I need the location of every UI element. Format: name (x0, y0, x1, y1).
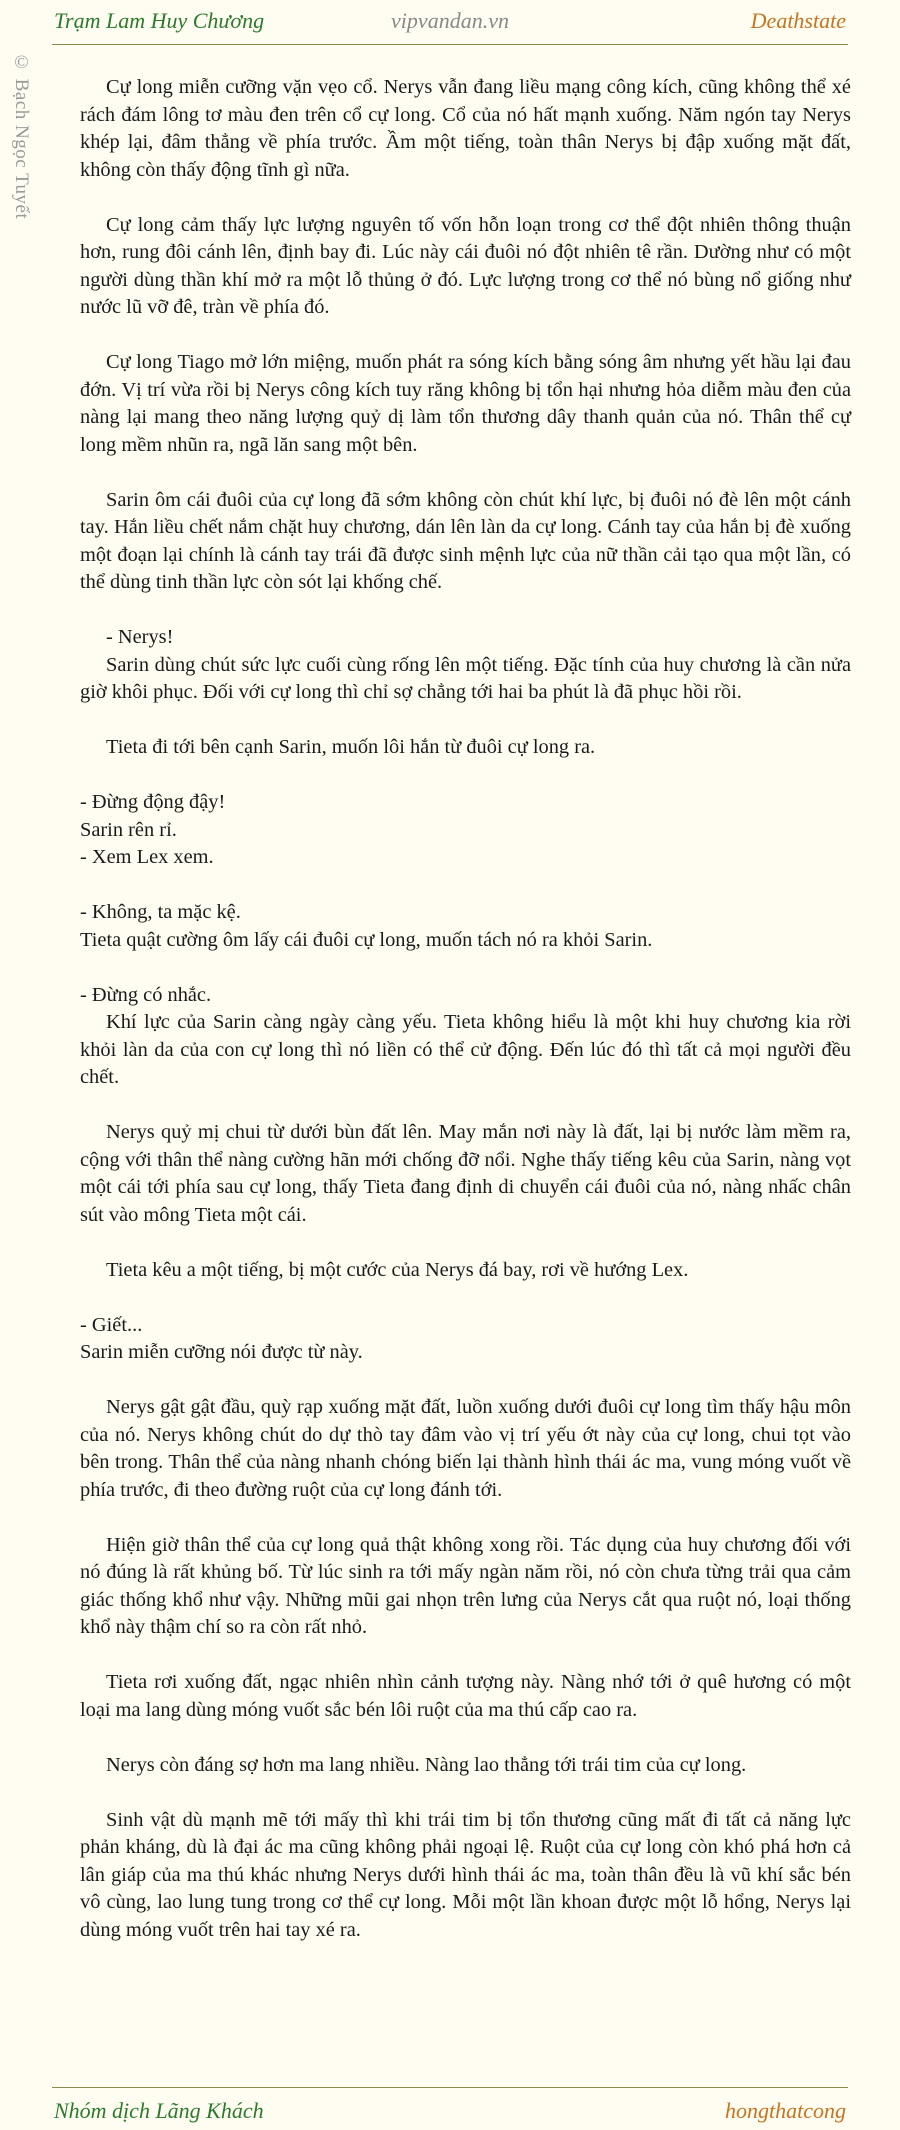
dialogue-line: - Giết... (80, 1313, 143, 1336)
paragraph: Nerys gật gật đầu, quỳ rạp xuống mặt đất, luồn xuống dưới đuôi cự long tìm thấy hậu môn của nó. Nerys không chút do dự thò tay đâm vào vị trí yếu ớt này của cự long, chui tọt vào bên trong. Thân thể của nàng nhanh chóng biến lại thành hình thái ác ma, vung móng vuốt về phía trước, đi theo đường ruột của cự long đánh tới. (80, 1396, 851, 1501)
header-book-title: Trạm Lam Huy Chương (54, 8, 265, 33)
footer-editor: hongthatcong (725, 2098, 846, 2123)
dialogue-line: - Đừng có nhắc. (80, 983, 212, 1006)
chapter-text (80, 74, 851, 1944)
paragraph: Sarin miễn cưỡng nói được từ này. (80, 1341, 363, 1363)
footer-translator-group: Nhóm dịch Lãng Khách (54, 2098, 264, 2123)
paragraph: Sinh vật dù mạnh mẽ tới mấy thì khi trái tim bị tổn thương cũng mất đi tất cả năng lực phản kháng, dù là đại ác ma cũng không phải ngoại lệ. Ruột của cự long còn khó phá hơn cả lân giáp của ma thú khác nhưng Nerys dưới hình thái ác ma, toàn thân đều là vũ khí sắc bén vô cùng, lao lung tung trong cơ thể cự long. Mỗi một lần khoan được một lỗ hổng, Nerys lại dùng móng vuốt trên hai tay xé ra. (80, 1808, 851, 1941)
paragraph: Tieta đi tới bên cạnh Sarin, muốn lôi hắn từ đuôi cự long ra. (106, 736, 596, 758)
dialogue-line: - Xem Lex xem. (80, 846, 214, 868)
header-site-name: vipvandan.vn (391, 8, 509, 33)
page-footer (52, 2087, 848, 2128)
paragraph: Sarin dùng chút sức lực cuối cùng rống lên một tiếng. Đặc tính của huy chương là cần nửa giờ khôi phục. Đối với cự long thì chỉ sợ chẳng tới hai ba phút là đã phục hồi rồi. (80, 653, 851, 703)
dialogue-line: - Đừng động đậy! (80, 791, 226, 813)
paragraph: Sarin rên rỉ. (80, 818, 177, 841)
paragraph: Nerys quỷ mị chui từ dưới bùn đất lên. May mắn nơi này là đất, lại bị nước làm mềm ra, cộng với thân thể nàng cường hãn mới chống đỡ nổi. Nghe thấy tiếng kêu của Sarin, nàng vọt một cái tới phía sau cự long, thấy Tieta đang định di chuyển cái đuôi của nó, nàng nhấc chân sút vào mông Tieta một cái. (80, 1121, 851, 1226)
paragraph: Cự long Tiago mở lớn miệng, muốn phát ra sóng kích bằng sóng âm nhưng yết hầu lại đau đớn. Vị trí vừa rồi bị Nerys công kích tuy răng không bị tổn hại nhưng hỏa diễm màu đen của nàng lại mang theo năng lượng quỷ dị làm tổn thương dây thanh quản của nó. Thân thể cự long mềm nhũn ra, ngã lăn sang một bên. (80, 351, 851, 456)
paragraph: Tieta rơi xuống đất, ngạc nhiên nhìn cảnh tượng này. Nàng nhớ tới ở quê hương có một loại ma lang dùng móng vuốt sắc bén lôi ruột của ma thú cấp cao ra. (80, 1671, 851, 1721)
dialogue-line: - Không, ta mặc kệ. (80, 901, 241, 923)
paragraph: Tieta kêu a một tiếng, bị một cước của Nerys đá bay, rơi về hướng Lex. (106, 1258, 689, 1281)
side-credit: © Bạch Ngọc Tuyết (11, 52, 32, 220)
paragraph: Cự long miễn cưỡng vặn vẹo cổ. Nerys vẫn đang liều mạng công kích, cũng không thể xé rách đám lông tơ màu đen trên cổ cự long. Cổ của nó hất mạnh xuống. Năm ngón tay Nerys khép lại, đâm thẳng về phía trước. Ầm một tiếng, toàn thân Nerys bị đập xuống mặt đất, không còn thấy động tĩnh gì nữa. (80, 76, 851, 181)
paragraph: Sarin ôm cái đuôi của cự long đã sớm không còn chút khí lực, bị đuôi nó đè lên một cánh tay. Hắn liều chết nắm chặt huy chương, dán lên làn da cự long. Cánh tay của hắn bị đè xuống một đoạn lại chính là cánh tay trái đã được sinh mệnh lực của nữ thần cải tạo qua một lần, có thể dùng tinh thần lực còn sót lại khống chế. (80, 488, 851, 593)
paragraph: Tieta quật cường ôm lấy cái đuôi cự long, muốn tách nó ra khỏi Sarin. (80, 928, 653, 951)
paragraph: Nerys còn đáng sợ hơn ma lang nhiều. Nàng lao thẳng tới trái tim của cự long. (106, 1753, 747, 1776)
dialogue-line: - Nerys! (106, 626, 174, 648)
paragraph: Khí lực của Sarin càng ngày càng yếu. Tieta không hiểu là một khi huy chương kia rời khỏi làn da của con cự long thì nó liền có thể cử động. Đến lúc đó thì tất cả mọi người đều chết. (80, 1011, 851, 1088)
paragraph: Hiện giờ thân thể của cự long quả thật không xong rồi. Tác dụng của huy chương đối với nó đúng là rất khủng bố. Từ lúc sinh ra tới mấy ngàn năm rồi, nó còn chưa từng trải qua cảm giác thống khổ như vậy. Những mũi gai nhọn trên lưng của Nerys cắt qua ruột nó, loại thống khổ này thậm chí so ra còn rất nhỏ. (80, 1533, 851, 1638)
header-author: Deathstate (750, 8, 846, 33)
page-header (52, 0, 848, 45)
paragraph: Cự long cảm thấy lực lượng nguyên tố vốn hỗn loạn trong cơ thể đột nhiên thông thuận hơn, rung đôi cánh lên, định bay đi. Lúc này cái đuôi nó đột nhiên tê rần. Dường như có một người dùng thần khí mở ra một lỗ thủng ở đó. Lực lượng trong cơ thể nó bùng nổ giống như nước lũ vỡ đê, tràn về phía đó. (80, 213, 851, 318)
